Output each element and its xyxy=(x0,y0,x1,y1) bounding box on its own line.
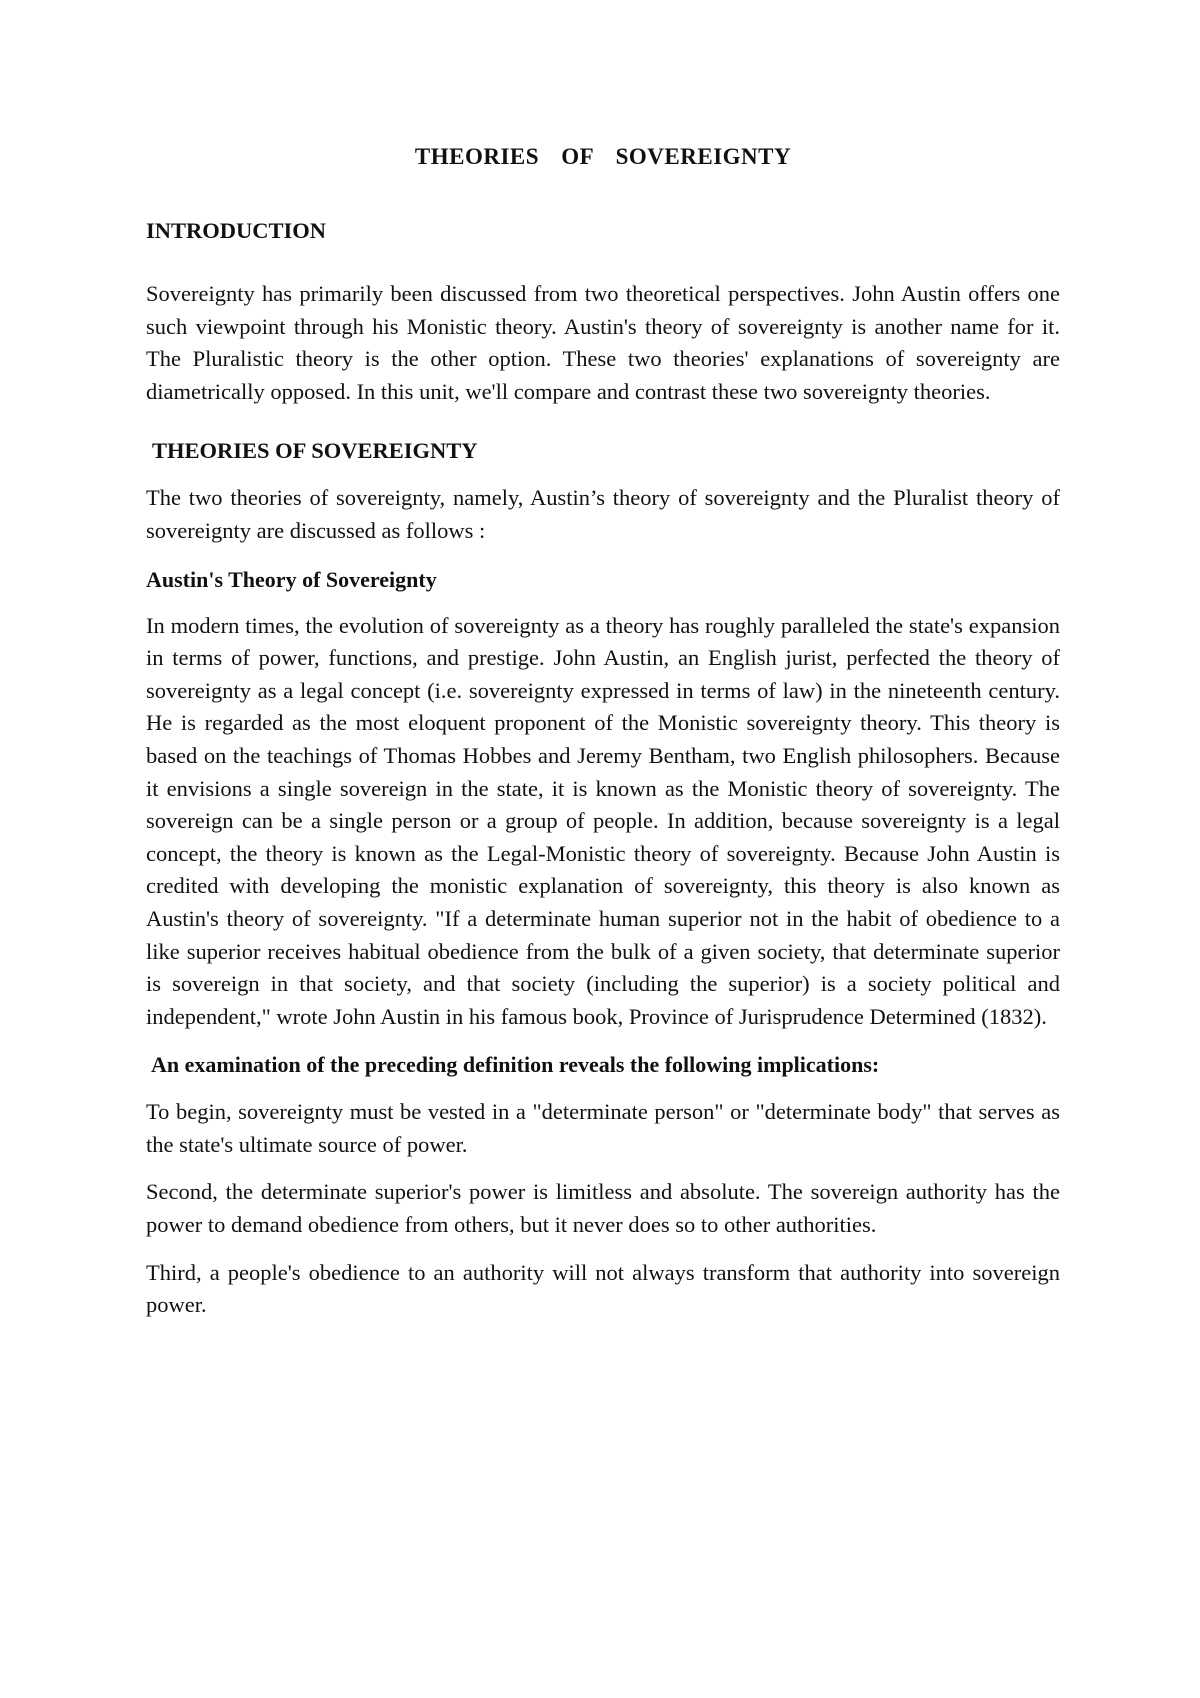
theories-heading: THEORIES OF SOVEREIGNTY xyxy=(152,438,478,464)
austin-theory-heading: Austin's Theory of Sovereignty xyxy=(146,566,437,592)
introduction-paragraph: Sovereignty has primarily been discussed from two theoretical perspectives. John Austin offers one such viewpoint through his Monistic theory. Austin's theory of sovereignty is another name for it. The Pluralistic theory is the other option. These two theories' explanations of sovereignty are diametrically opposed. In this unit, we'll compare and contrast these two sovereignty theories. xyxy=(146,281,1060,404)
austin-theory-paragraph: In modern times, the evolution of sovereignty as a theory has roughly paralleled the state's expansion in terms of power, functions, and prestige. John Austin, an English jurist, perfected the theory of sovereignty as a legal concept (i.e. sovereignty expressed in terms of law) in the nineteenth century. He is regarded as the most eloquent proponent of the Monistic sovereignty theory. This theory is based on the teachings of Thomas Hobbes and Jeremy Bentham, two English philosophers. Because it envisions a single sovereign in the state, it is known as the Monistic theory of sovereignty. The sovereign can be a single person or a group of people. In addition, because sovereignty is a legal concept, the theory is known as the Legal-Monistic theory of sovereignty. Because John Austin is credited with developing the monistic explanation of sovereignty, this theory is also known as Austin's theory of sovereignty. "If a determinate human superior not in the habit of obedience to a like superior receives habitual obedience from the bulk of a given society, that determinate superior is sovereign in that society, and that society (including the superior) is a society political and independent," wrote John Austin in his famous book, Province of Jurisprudence Determined (1832). xyxy=(146,612,1060,1029)
implication-paragraph-1: To begin, sovereignty must be vested in a "determinate person" or "determinate body" that serves as the state's ultimate source of power. xyxy=(146,1099,1060,1157)
document-page xyxy=(146,140,1060,1337)
document-title: THEORIES OF SOVEREIGNTY xyxy=(414,144,792,169)
examination-heading: An examination of the preceding definition reveals the following implications: xyxy=(151,1052,880,1078)
theories-paragraph: The two theories of sovereignty, namely, Austin’s theory of sovereignty and the Pluralist theory of sovereignty are discussed as follows : xyxy=(146,485,1060,543)
introduction-heading: INTRODUCTION xyxy=(146,218,327,243)
implication-paragraph-3: Third, a people's obedience to an authority will not always transform that authority into sovereign power. xyxy=(146,1259,1060,1318)
implication-paragraph-2: Second, the determinate superior's power is limitless and absolute. The sovereign authority has the power to demand obedience from others, but it never does so to other authorities. xyxy=(146,1179,1060,1238)
